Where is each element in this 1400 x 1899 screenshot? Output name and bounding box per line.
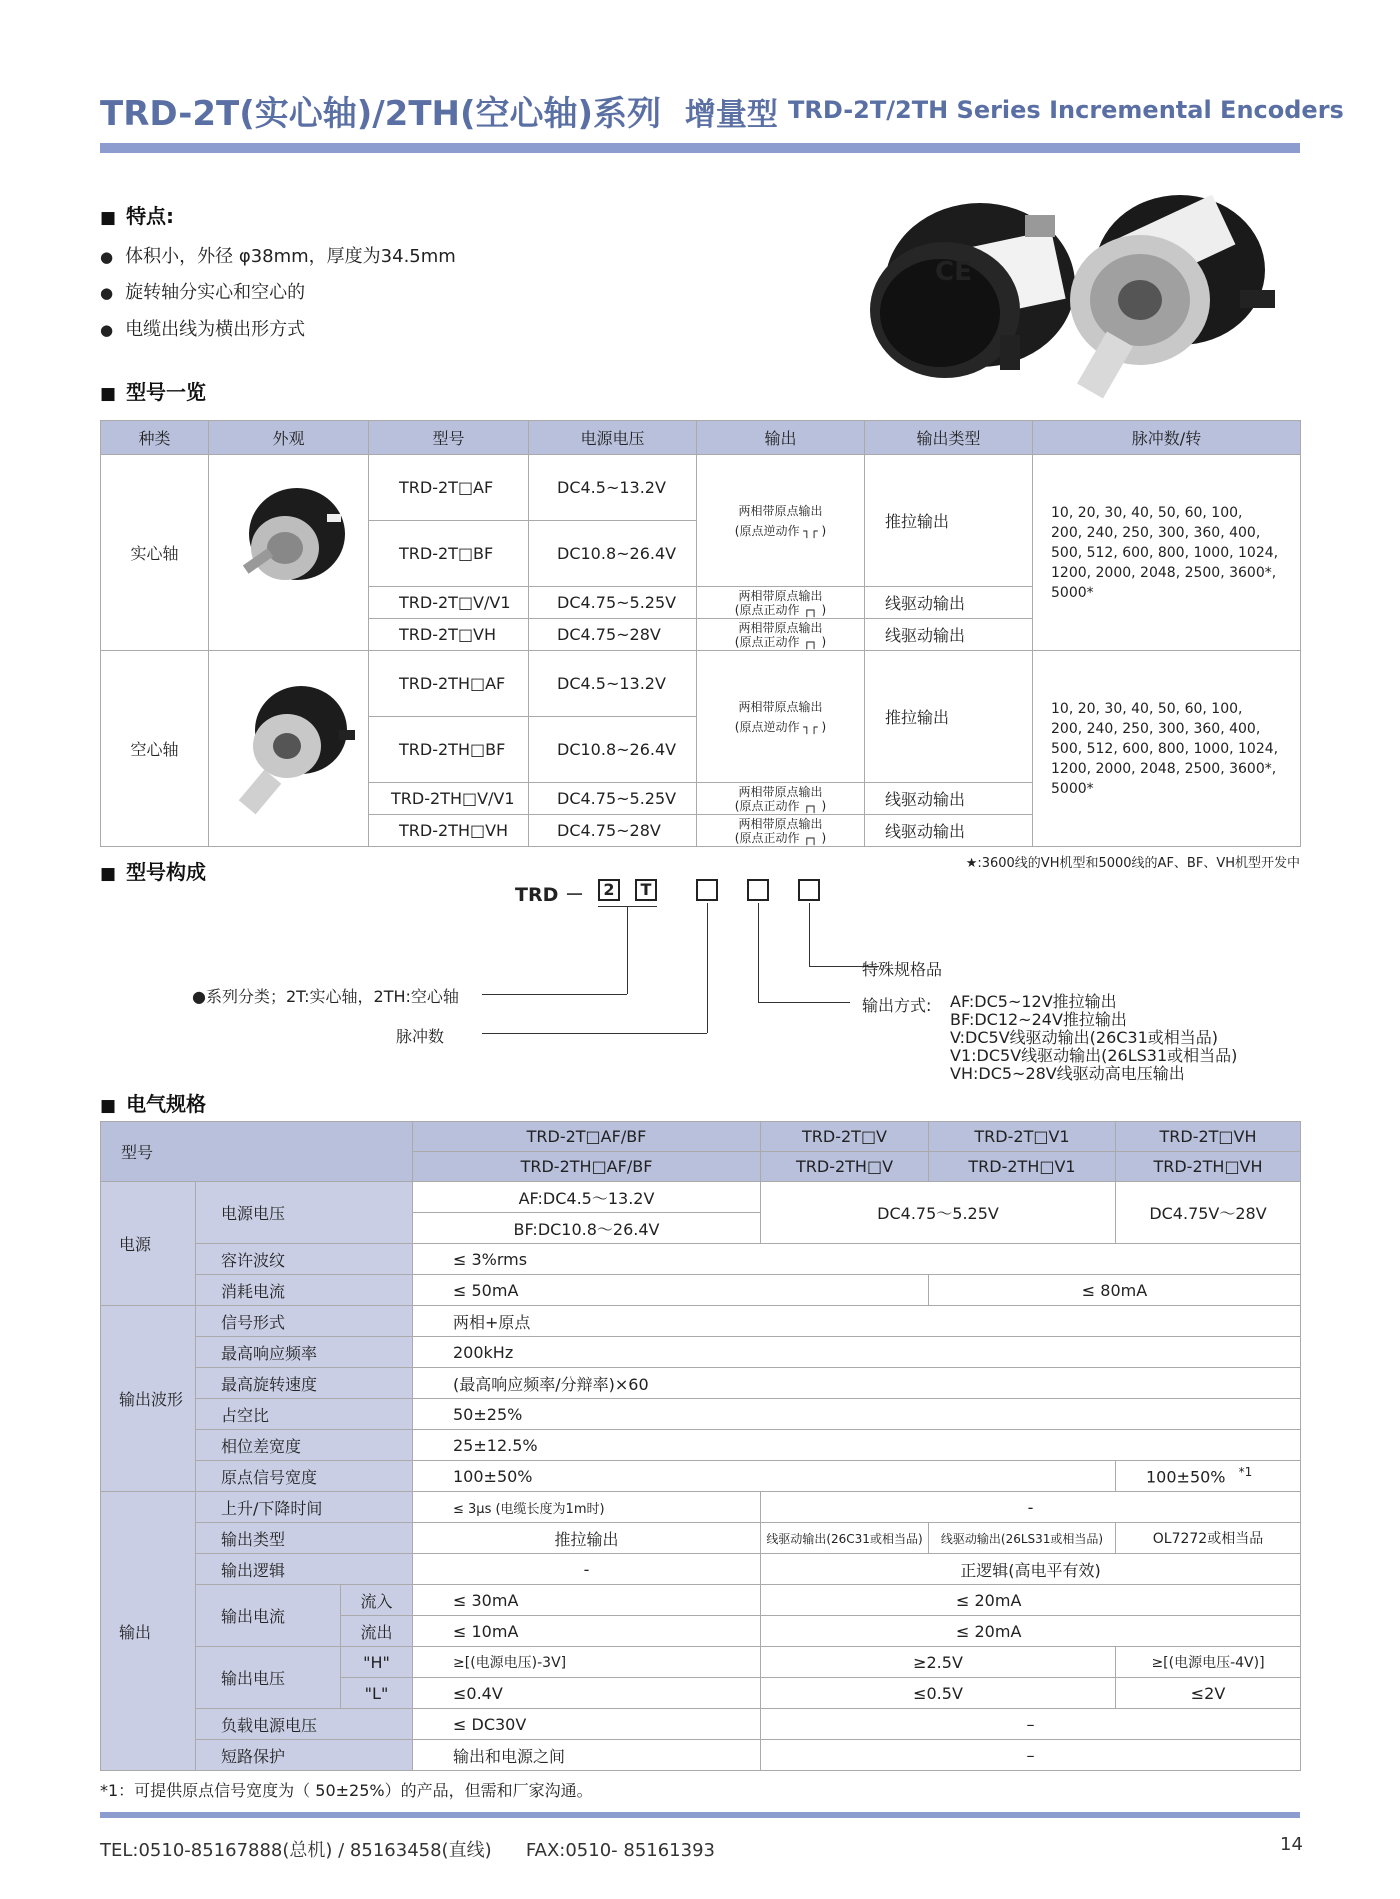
page-title bbox=[100, 86, 778, 135]
model-2th-vh: TRD-2TH□VH bbox=[369, 815, 529, 847]
model-box-output bbox=[747, 879, 769, 901]
output-2t-v-line2: (原点正动作 ┌┐ ) bbox=[734, 602, 827, 617]
leader-output-v bbox=[758, 903, 759, 1002]
group-output: 输出 bbox=[101, 1492, 196, 1771]
col-voltage: 电源电压 bbox=[529, 421, 697, 455]
pulses-hollow-line3: 500, 512, 600, 800, 1000, 1024, bbox=[1051, 740, 1279, 757]
pulses-solid bbox=[1033, 455, 1301, 651]
model-box-pulse bbox=[696, 879, 718, 901]
model-2th-afbf: TRD-2TH□AF/BF bbox=[413, 1152, 761, 1182]
current-value-2: ≤ 80mA bbox=[929, 1275, 1301, 1306]
max-speed-value: (最高响应频率/分辩率)×60 bbox=[413, 1368, 1301, 1399]
voltage-2th-af: DC4.5~13.2V bbox=[529, 651, 697, 717]
output-option-v: V:DC5V线驱动输出(26C31或相当品) bbox=[950, 1028, 1219, 1047]
pulses-solid-line4: 1200, 2000, 2048, 2500, 3600*, bbox=[1051, 564, 1277, 581]
pulses-hollow-line4: 1200, 2000, 2048, 2500, 3600*, bbox=[1051, 760, 1277, 777]
voltage-2th-v: DC4.75~5.25V bbox=[529, 783, 697, 815]
model-2t-vh: TRD-2T□VH bbox=[1116, 1122, 1301, 1152]
model-list-heading: ■ 型号一览 bbox=[100, 376, 206, 405]
type-2t-ab: 推拉输出 bbox=[865, 455, 1033, 587]
out-current-sink-label: 流入 bbox=[341, 1585, 413, 1616]
encoder-solid-image bbox=[209, 456, 367, 646]
power-voltage-bf: BF:DC10.8～26.4V bbox=[413, 1213, 761, 1244]
output-2t-vh bbox=[697, 619, 865, 651]
ripple-value: ≤ 3%rms bbox=[413, 1244, 1301, 1275]
col-model: 型号 bbox=[369, 421, 529, 455]
voltage-2t-af: DC4.5~13.2V bbox=[529, 455, 697, 521]
out-current-sink-rest: ≤ 20mA bbox=[761, 1585, 1301, 1616]
short-rest: – bbox=[761, 1740, 1301, 1771]
origin-label: 原点信号宽度 bbox=[196, 1461, 413, 1492]
model-list-footnote: ★:3600线的VH机型和5000线的AF、BF、VH机型开发中 bbox=[965, 856, 1300, 871]
feature-item-2: ● 旋转轴分实心和空心的 bbox=[100, 278, 305, 304]
leader-pulse-h bbox=[482, 1033, 707, 1034]
model-2th-v: TRD-2TH□V bbox=[761, 1152, 929, 1182]
feature-item-3: ● 电缆出线为横出形方式 bbox=[100, 315, 305, 341]
type-2t-v: 线驱动输出 bbox=[865, 587, 1033, 619]
electrical-footnote: *1：可提供原点信号宽度为（ 50±25%）的产品，但需和厂家沟通。 bbox=[100, 1781, 593, 1800]
model-2t-bf: TRD-2T□BF bbox=[369, 521, 529, 587]
output-2th-vh-line2: (原点正动作 ┌┐ ) bbox=[734, 830, 827, 845]
type-2th-ab: 推拉输出 bbox=[865, 651, 1033, 783]
pulses-hollow-line5: 5000* bbox=[1051, 780, 1094, 797]
type-solid: 实心轴 bbox=[101, 455, 209, 651]
signal-label: 信号形式 bbox=[196, 1306, 413, 1337]
load-voltage-rest: – bbox=[761, 1709, 1301, 1740]
col-output-type: 输出类型 bbox=[865, 421, 1033, 455]
feature-item-1: ● 体积小，外径 φ38mm，厚度为34.5mm bbox=[100, 242, 456, 268]
rise-value-1: ≤ 3μs (电缆长度为1m时) bbox=[413, 1492, 761, 1523]
out-type-v1: 线驱动输出(26LS31或相当品) bbox=[929, 1523, 1116, 1554]
load-voltage-ab: ≤ DC30V bbox=[413, 1709, 761, 1740]
pulses-solid-line3: 500, 512, 600, 800, 1000, 1024, bbox=[1051, 544, 1279, 561]
output-option-vh: VH:DC5~28V线驱动高电压输出 bbox=[950, 1064, 1185, 1083]
appearance-solid bbox=[209, 455, 369, 651]
model-structure-heading: ■ 型号构成 bbox=[100, 856, 206, 885]
power-voltage-label: 电源电压 bbox=[196, 1182, 413, 1244]
model-2t-v1: TRD-2T□V1 bbox=[929, 1122, 1116, 1152]
footer-contact: TEL:0510-85167888(总机) / 85163458(直线) FAX:0510- 85161393 bbox=[100, 1840, 715, 1861]
out-type-ab: 推拉输出 bbox=[413, 1523, 761, 1554]
out-voltage-l-v: ≤0.5V bbox=[761, 1678, 1116, 1709]
appearance-hollow bbox=[209, 651, 369, 847]
ripple-label: 容许波纹 bbox=[196, 1244, 413, 1275]
model-2t-v: TRD-2T□V bbox=[761, 1122, 929, 1152]
out-voltage-h-vh: ≥[(电源电压-4V)] bbox=[1116, 1647, 1301, 1678]
voltage-2t-v: DC4.75~5.25V bbox=[529, 587, 697, 619]
out-current-label: 输出电流 bbox=[196, 1585, 341, 1647]
product-photo bbox=[850, 185, 1290, 410]
model-2th-af: TRD-2TH□AF bbox=[369, 651, 529, 717]
type-hollow: 空心轴 bbox=[101, 651, 209, 847]
out-current-source-label: 流出 bbox=[341, 1616, 413, 1647]
leader-output-h bbox=[758, 1002, 850, 1003]
group-waveform: 输出波形 bbox=[101, 1306, 196, 1492]
max-speed-label: 最高旋转速度 bbox=[196, 1368, 413, 1399]
title-series: TRD-2T(实心轴)/2TH(空心轴)系列 bbox=[100, 94, 662, 134]
title-type: 增量型 bbox=[684, 97, 778, 133]
output-option-v1: V1:DC5V线驱动输出(26LS31或相当品) bbox=[950, 1046, 1238, 1065]
page-number: 14 bbox=[1280, 1834, 1303, 1855]
output-2t-vh-line2: (原点正动作 ┌┐ ) bbox=[734, 634, 827, 649]
output-2t-ab-line2: (原点逆动作 ┐┌ ) bbox=[734, 523, 827, 538]
label-special: 特殊规格品 bbox=[862, 960, 943, 979]
logic-ab: - bbox=[413, 1554, 761, 1585]
short-ab: 输出和电源之间 bbox=[413, 1740, 761, 1771]
leader-pulse-v bbox=[707, 903, 708, 1033]
output-2th-ab bbox=[697, 651, 865, 783]
pulses-solid-line5: 5000* bbox=[1051, 584, 1094, 601]
output-2th-v-line2: (原点正动作 ┌┐ ) bbox=[734, 798, 827, 813]
output-option-bf: BF:DC12~24V推拉输出 bbox=[950, 1010, 1127, 1029]
type-2t-vh: 线驱动输出 bbox=[865, 619, 1033, 651]
phase-value: 25±12.5% bbox=[413, 1430, 1301, 1461]
voltage-2t-bf: DC10.8~26.4V bbox=[529, 521, 697, 587]
out-current-sink-ab: ≤ 30mA bbox=[413, 1585, 761, 1616]
load-voltage-label: 负载电源电压 bbox=[196, 1709, 413, 1740]
voltage-2t-vh: DC4.75~28V bbox=[529, 619, 697, 651]
voltage-2th-bf: DC10.8~26.4V bbox=[529, 717, 697, 783]
out-voltage-h-ab: ≥[(电源电压)-3V] bbox=[413, 1647, 761, 1678]
origin-footnote-mark: *1 bbox=[1238, 1465, 1253, 1480]
out-voltage-l-ab: ≤0.4V bbox=[413, 1678, 761, 1709]
output-2t-v bbox=[697, 587, 865, 619]
features-heading: ■ 特点: bbox=[100, 200, 174, 229]
output-2th-v-line1: 两相带原点输出 bbox=[738, 784, 823, 799]
power-voltage-v: DC4.75～5.25V bbox=[761, 1182, 1116, 1244]
signal-value: 两相+原点 bbox=[413, 1306, 1301, 1337]
max-freq-value: 200kHz bbox=[413, 1337, 1301, 1368]
model-prefix: TRD － bbox=[515, 884, 584, 906]
model-2t-v: TRD-2T□V/V1 bbox=[369, 587, 529, 619]
phase-label: 相位差宽度 bbox=[196, 1430, 413, 1461]
output-2t-v-line1: 两相带原点输出 bbox=[738, 588, 823, 603]
power-voltage-vh: DC4.75V～28V bbox=[1116, 1182, 1301, 1244]
model-2t-afbf: TRD-2T□AF/BF bbox=[413, 1122, 761, 1152]
output-2t-ab-line1: 两相带原点输出 bbox=[738, 503, 823, 518]
leader-series-h bbox=[482, 994, 627, 995]
electrical-heading: ■ 电气规格 bbox=[100, 1088, 206, 1117]
out-voltage-l-label: "L" bbox=[341, 1678, 413, 1709]
power-voltage-af: AF:DC4.5～13.2V bbox=[413, 1182, 761, 1213]
duty-value: 50±25% bbox=[413, 1399, 1301, 1430]
output-2th-ab-line1: 两相带原点输出 bbox=[738, 699, 823, 714]
col-appearance: 外观 bbox=[209, 421, 369, 455]
type-2th-v: 线驱动输出 bbox=[865, 783, 1033, 815]
out-current-source-ab: ≤ 10mA bbox=[413, 1616, 761, 1647]
model-2t-af: TRD-2T□AF bbox=[369, 455, 529, 521]
output-options bbox=[950, 993, 1237, 1083]
model-box-special bbox=[798, 879, 820, 901]
out-type-vh: OL7272或相当品 bbox=[1116, 1523, 1301, 1554]
rise-value-2: - bbox=[761, 1492, 1301, 1523]
output-option-af: AF:DC5~12V推拉输出 bbox=[950, 992, 1117, 1011]
duty-label: 占空比 bbox=[196, 1399, 413, 1430]
origin-value-2: 100±50% bbox=[1146, 1467, 1226, 1487]
svg-text:CE: CE bbox=[935, 257, 972, 287]
leader-series-v bbox=[627, 907, 628, 994]
current-value-1: ≤ 50mA bbox=[413, 1275, 929, 1306]
out-type-label: 输出类型 bbox=[196, 1523, 413, 1554]
pulses-solid-line2: 200, 240, 250, 300, 360, 400, bbox=[1051, 524, 1261, 541]
model-2th-v: TRD-2TH□V/V1 bbox=[369, 783, 529, 815]
leader-special-v bbox=[809, 903, 810, 966]
logic-rest: 正逻辑(高电平有效) bbox=[761, 1554, 1301, 1585]
label-series: ●系列分类；2T:实心轴，2TH:空心轴 bbox=[192, 987, 459, 1006]
out-voltage-label: 输出电压 bbox=[196, 1647, 341, 1709]
output-2t-vh-line1: 两相带原点输出 bbox=[738, 620, 823, 635]
model-list-table bbox=[100, 420, 1301, 847]
title-english: TRD-2T/2TH Series Incremental Encoders bbox=[788, 96, 1344, 124]
footer-rule bbox=[100, 1812, 1300, 1818]
pulses-hollow bbox=[1033, 651, 1301, 847]
out-voltage-h-label: "H" bbox=[341, 1647, 413, 1678]
model-2th-bf: TRD-2TH□BF bbox=[369, 717, 529, 783]
logic-label: 输出逻辑 bbox=[196, 1554, 413, 1585]
out-voltage-l-vh: ≤2V bbox=[1116, 1678, 1301, 1709]
group-power: 电源 bbox=[101, 1182, 196, 1306]
pulses-solid-line1: 10, 20, 30, 40, 50, 60, 100, bbox=[1051, 504, 1243, 521]
short-label: 短路保护 bbox=[196, 1740, 413, 1771]
col-pulses: 脉冲数/转 bbox=[1033, 421, 1301, 455]
rise-label: 上升/下降时间 bbox=[196, 1492, 413, 1523]
label-pulse: 脉冲数 bbox=[396, 1027, 445, 1046]
origin-value-2-cell bbox=[1116, 1461, 1301, 1492]
output-2th-ab-line2: (原点逆动作 ┐┌ ) bbox=[734, 719, 827, 734]
model-2th-v1: TRD-2TH□V1 bbox=[929, 1152, 1116, 1182]
out-type-v: 线驱动输出(26C31或相当品) bbox=[761, 1523, 929, 1554]
output-2t-ab bbox=[697, 455, 865, 587]
type-2th-vh: 线驱动输出 bbox=[865, 815, 1033, 847]
encoder-hollow-image bbox=[209, 652, 367, 842]
output-2th-vh-line1: 两相带原点输出 bbox=[738, 816, 823, 831]
header-rule bbox=[100, 143, 1300, 153]
out-voltage-h-v: ≥2.5V bbox=[761, 1647, 1116, 1678]
electrical-table bbox=[100, 1121, 1301, 1771]
output-2th-vh bbox=[697, 815, 865, 847]
output-2th-v bbox=[697, 783, 865, 815]
out-current-source-rest: ≤ 20mA bbox=[761, 1616, 1301, 1647]
pulses-hollow-line2: 200, 240, 250, 300, 360, 400, bbox=[1051, 720, 1261, 737]
model-2th-vh: TRD-2TH□VH bbox=[1116, 1152, 1301, 1182]
model-box-series-letter: T bbox=[635, 879, 657, 901]
pulses-hollow-line1: 10, 20, 30, 40, 50, 60, 100, bbox=[1051, 700, 1243, 717]
max-freq-label: 最高响应频率 bbox=[196, 1337, 413, 1368]
origin-value-1: 100±50% bbox=[413, 1461, 1116, 1492]
model-2t-vh: TRD-2T□VH bbox=[369, 619, 529, 651]
col-output: 输出 bbox=[697, 421, 865, 455]
current-label: 消耗电流 bbox=[196, 1275, 413, 1306]
col-type: 种类 bbox=[101, 421, 209, 455]
voltage-2th-vh: DC4.75~28V bbox=[529, 815, 697, 847]
model-box-series-number: 2 bbox=[598, 879, 620, 901]
model-label: 型号 bbox=[101, 1122, 413, 1182]
label-output: 输出方式: bbox=[862, 996, 932, 1015]
